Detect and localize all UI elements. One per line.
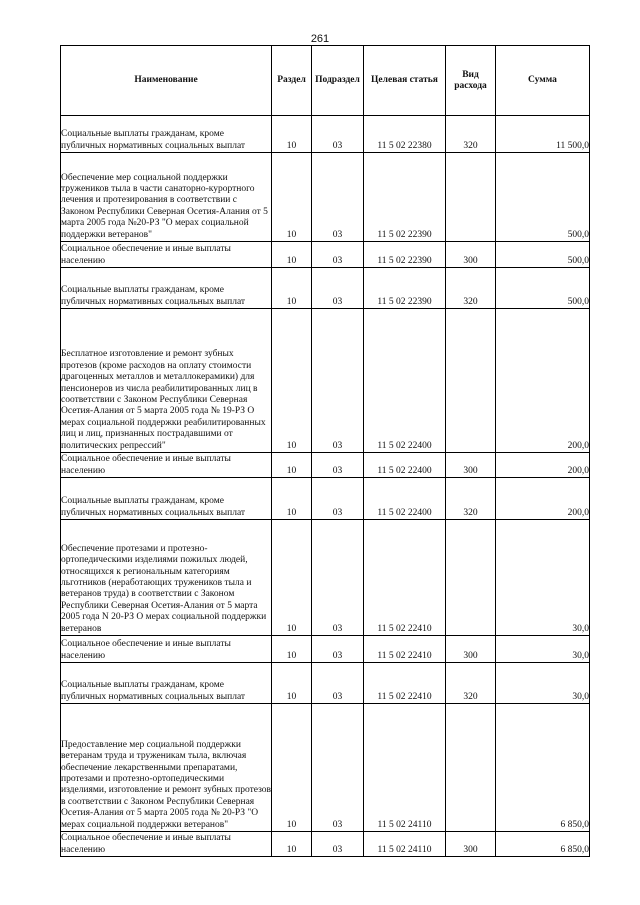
- cell-amount: 6 850,0: [496, 832, 590, 857]
- budget-table: [60, 45, 590, 857]
- cell-section: 10: [272, 663, 312, 704]
- cell-type: [446, 520, 496, 636]
- cell-name: Бесплатное изготовление и ремонт зубных протезов (кроме расходов на оплату стоимости драгоценных металлов и металлокерамики) для пенсионеров из числа реабилитированных лиц в соответствии с Законом Республики Северная Осетия-Алания от 5 марта 2005 года № 19-РЗ О мерах социальной поддержки реабилитированных лиц и лиц, признанных пострадавшими от политических репрессий": [61, 309, 272, 453]
- cell-name: Социальные выплаты гражданам, кроме публичных нормативных социальных выплат: [61, 116, 272, 153]
- table-row: [61, 116, 590, 153]
- table-row: [61, 453, 590, 478]
- cell-section: 10: [272, 242, 312, 268]
- cell-subsection: 03: [312, 309, 364, 453]
- cell-subsection: 03: [312, 832, 364, 857]
- cell-section: 10: [272, 478, 312, 520]
- cell-target: 11 5 02 22390: [364, 268, 446, 309]
- cell-amount: 200,0: [496, 453, 590, 478]
- cell-type: 320: [446, 116, 496, 153]
- cell-section: 10: [272, 832, 312, 857]
- cell-subsection: 03: [312, 520, 364, 636]
- cell-name: Обеспечение протезами и протезно-ортопедическими изделиями пожилых людей, относящихся к региональным категориям льготников (неработающих тружеников тыла и ветеранов труда) в соответствии с Законом Республики Северная Осетия-Алания от 5 марта 2005 года N 20-РЗ О мерах социальной поддержки ветеранов: [61, 520, 272, 636]
- cell-section: 10: [272, 520, 312, 636]
- table-row: [61, 153, 590, 242]
- cell-target: 11 5 02 22380: [364, 116, 446, 153]
- cell-amount: 500,0: [496, 268, 590, 309]
- cell-subsection: 03: [312, 268, 364, 309]
- cell-section: 10: [272, 268, 312, 309]
- cell-name: Обеспечение мер социальной поддержки тружеников тыла в части санаторно-курортного лечения и протезирования в соответствии с Законом Республики Северная Осетия-Алания от 5 марта 2005 года №20-РЗ "О мерах социальной поддержки ветеранов": [61, 153, 272, 242]
- cell-name: Социальное обеспечение и иные выплаты населению: [61, 832, 272, 857]
- cell-section: 10: [272, 309, 312, 453]
- cell-type: 320: [446, 478, 496, 520]
- table-row: [61, 268, 590, 309]
- col-header-name: Наименование: [61, 46, 272, 116]
- cell-name: Предоставление мер социальной поддержки ветеранам труда и труженикам тыла, включая обеспечение лекарственными препаратами, протезами и протезно-ортопедическими изделиями, изготовление и ремонт зубных протезов в соответствии с Законом Республики Северная Осетия-Алания от 5 марта 2005 года № 20-РЗ "О мерах социальной поддержки ветеранов": [61, 704, 272, 832]
- table-header-row: [61, 46, 590, 116]
- table-row: [61, 832, 590, 857]
- cell-subsection: 03: [312, 153, 364, 242]
- cell-type: 300: [446, 453, 496, 478]
- cell-amount: 6 850,0: [496, 704, 590, 832]
- cell-type: [446, 309, 496, 453]
- col-header-type: Вид расхода: [446, 46, 496, 116]
- page-number: 261: [310, 33, 330, 45]
- cell-amount: 200,0: [496, 478, 590, 520]
- cell-name: Социальное обеспечение и иные выплаты населению: [61, 242, 272, 268]
- cell-target: 11 5 02 22400: [364, 453, 446, 478]
- cell-target: 11 5 02 24110: [364, 832, 446, 857]
- cell-section: 10: [272, 153, 312, 242]
- cell-subsection: 03: [312, 636, 364, 663]
- cell-name: Социальные выплаты гражданам, кроме публичных нормативных социальных выплат: [61, 663, 272, 704]
- cell-amount: 500,0: [496, 153, 590, 242]
- cell-subsection: 03: [312, 453, 364, 478]
- cell-type: 300: [446, 242, 496, 268]
- cell-amount: 11 500,0: [496, 116, 590, 153]
- cell-amount: 30,0: [496, 636, 590, 663]
- cell-section: 10: [272, 704, 312, 832]
- cell-type: [446, 704, 496, 832]
- cell-target: 11 5 02 22410: [364, 520, 446, 636]
- col-header-subsection: Подраздел: [312, 46, 364, 116]
- cell-target: 11 5 02 22390: [364, 153, 446, 242]
- cell-target: 11 5 02 24110: [364, 704, 446, 832]
- col-header-section: Раздел: [272, 46, 312, 116]
- cell-target: 11 5 02 22410: [364, 636, 446, 663]
- cell-name: Социальные выплаты гражданам, кроме публичных нормативных социальных выплат: [61, 268, 272, 309]
- cell-amount: 500,0: [496, 242, 590, 268]
- cell-name: Социальное обеспечение и иные выплаты населению: [61, 636, 272, 663]
- cell-type: 320: [446, 268, 496, 309]
- table-row: [61, 478, 590, 520]
- col-header-amount: Сумма: [496, 46, 590, 116]
- table-row: [61, 704, 590, 832]
- cell-amount: 30,0: [496, 663, 590, 704]
- table-row: [61, 309, 590, 453]
- col-header-target: Целевая статья: [364, 46, 446, 116]
- cell-subsection: 03: [312, 116, 364, 153]
- cell-name: Социальное обеспечение и иные выплаты населению: [61, 453, 272, 478]
- cell-section: 10: [272, 636, 312, 663]
- cell-target: 11 5 02 22410: [364, 663, 446, 704]
- cell-type: 300: [446, 636, 496, 663]
- cell-type: 300: [446, 832, 496, 857]
- table-row: [61, 520, 590, 636]
- cell-subsection: 03: [312, 704, 364, 832]
- table-row: [61, 636, 590, 663]
- cell-subsection: 03: [312, 478, 364, 520]
- cell-amount: 200,0: [496, 309, 590, 453]
- cell-target: 11 5 02 22400: [364, 309, 446, 453]
- cell-amount: 30,0: [496, 520, 590, 636]
- cell-target: 11 5 02 22400: [364, 478, 446, 520]
- cell-type: [446, 153, 496, 242]
- table-row: [61, 242, 590, 268]
- table-row: [61, 663, 590, 704]
- cell-subsection: 03: [312, 242, 364, 268]
- cell-subsection: 03: [312, 663, 364, 704]
- cell-section: 10: [272, 453, 312, 478]
- cell-section: 10: [272, 116, 312, 153]
- cell-target: 11 5 02 22390: [364, 242, 446, 268]
- cell-type: 320: [446, 663, 496, 704]
- cell-name: Социальные выплаты гражданам, кроме публичных нормативных социальных выплат: [61, 478, 272, 520]
